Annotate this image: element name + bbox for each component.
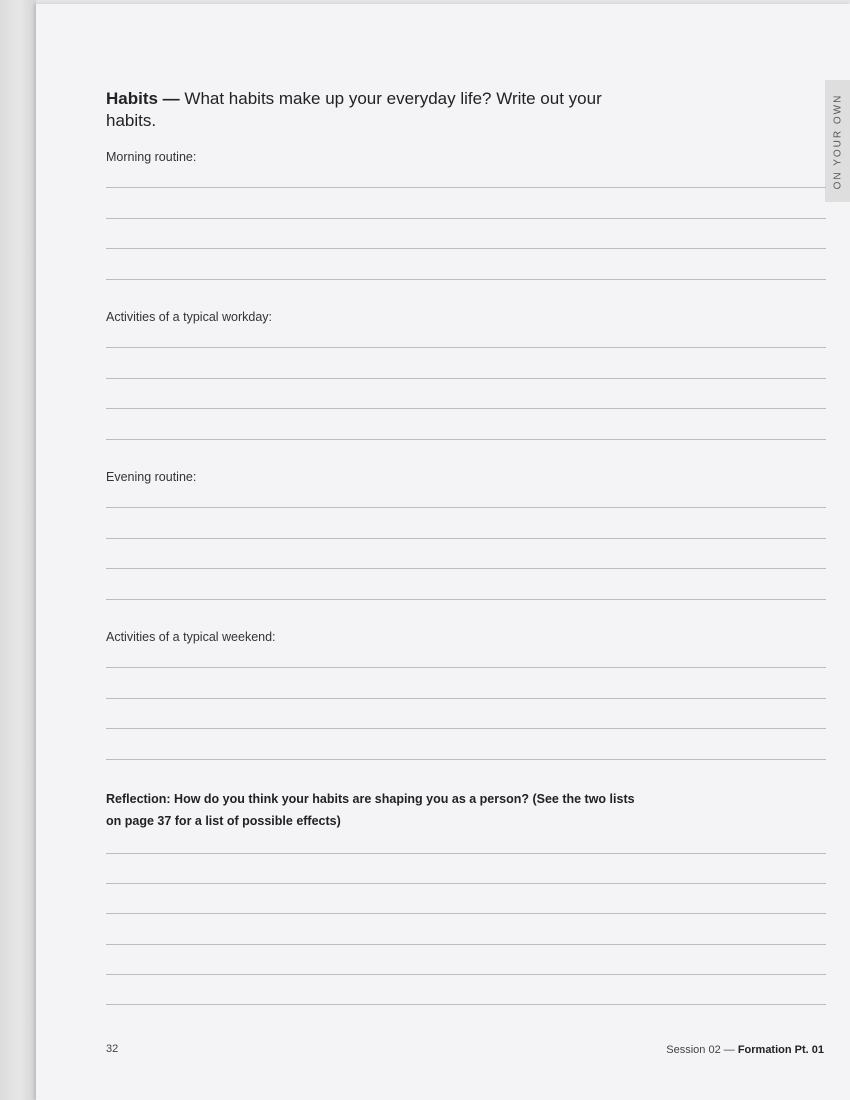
writing-line[interactable] — [106, 568, 826, 569]
writing-line[interactable] — [106, 248, 826, 249]
title-bold-prefix: Habits — — [106, 89, 180, 108]
writing-line[interactable] — [106, 883, 826, 884]
writing-line[interactable] — [106, 853, 826, 854]
writing-line[interactable] — [106, 974, 826, 975]
book-binding-shadow — [0, 0, 36, 1100]
writing-line[interactable] — [106, 728, 826, 729]
writing-line[interactable] — [106, 759, 826, 760]
running-footer — [666, 1044, 824, 1056]
writing-line[interactable] — [106, 538, 826, 539]
footer-chapter: Formation Pt. 01 — [737, 1044, 824, 1056]
footer-session: Session 02 — — [666, 1044, 738, 1056]
writing-line[interactable] — [106, 218, 826, 219]
reflection-prompt: Reflection: How do you think your habits are shaping you as a person? (See the two lists on page 37 for a list of possible effects) — [106, 792, 635, 828]
writing-line[interactable] — [106, 378, 826, 379]
workbook-page — [36, 4, 850, 1100]
section-tab-label: ON YOUR OWN — [832, 93, 843, 189]
writing-line[interactable] — [106, 507, 826, 508]
writing-line[interactable] — [106, 698, 826, 699]
section-tab — [825, 80, 850, 202]
writing-line[interactable] — [106, 187, 826, 188]
writing-line[interactable] — [106, 913, 826, 914]
writing-line[interactable] — [106, 599, 826, 600]
section-label-workday: Activities of a typical workday: — [106, 310, 273, 324]
section-label-morning: Morning routine: — [106, 150, 197, 164]
section-label-weekend: Activities of a typical weekend: — [106, 630, 276, 644]
section-label-evening: Evening routine: — [106, 470, 197, 484]
writing-line[interactable] — [106, 439, 826, 440]
writing-line[interactable] — [106, 1004, 826, 1005]
writing-line[interactable] — [106, 667, 826, 668]
title-text: What habits make up your everyday life? Write out your habits. — [106, 89, 602, 130]
page-title — [106, 88, 626, 132]
writing-line[interactable] — [106, 279, 826, 280]
writing-line[interactable] — [106, 408, 826, 409]
writing-line[interactable] — [106, 944, 826, 945]
writing-line[interactable] — [106, 347, 826, 348]
page-number: 32 — [106, 1043, 119, 1055]
